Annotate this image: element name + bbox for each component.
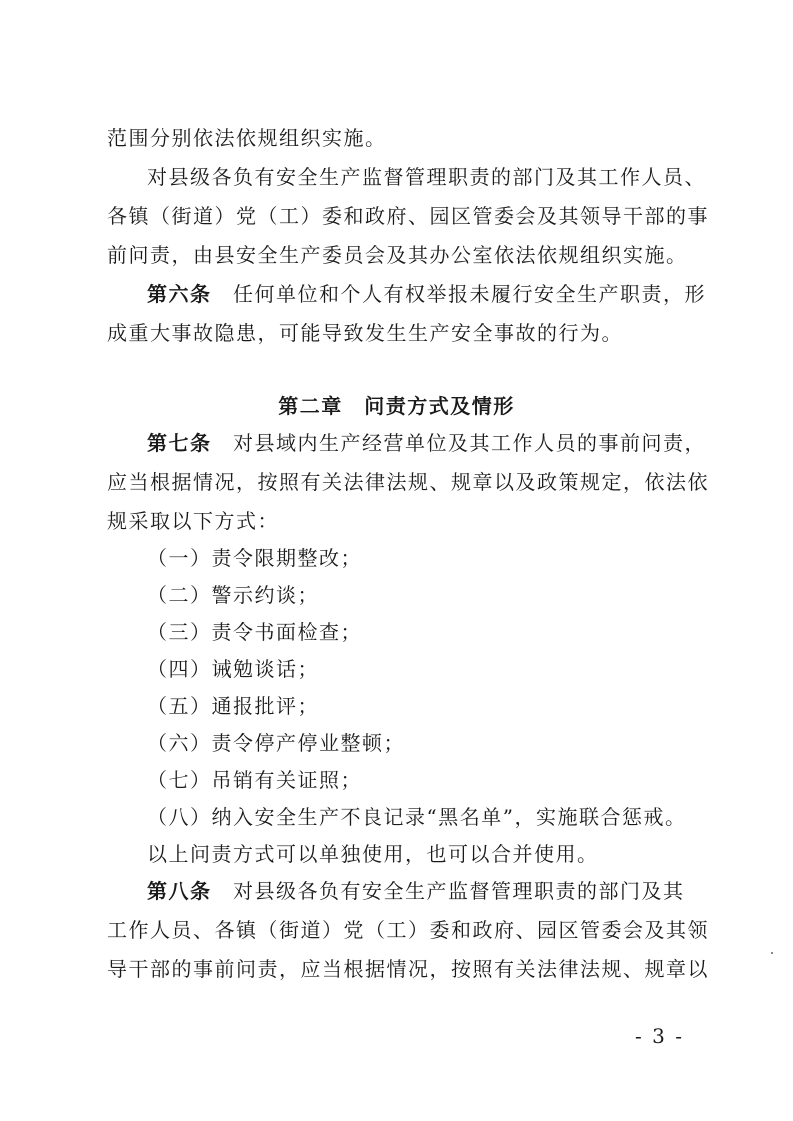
list-item: （二）警示约谈；	[147, 583, 319, 607]
article-number: 第六条	[147, 282, 212, 306]
list-item: （六）责令停产停业整顿；	[147, 731, 405, 755]
article-line	[147, 282, 706, 306]
text-line: 成重大事故隐患，可能导致发生生产安全事故的行为。	[107, 321, 623, 345]
text-line: 以上问责方式可以单独使用，也可以合并使用。	[147, 842, 599, 866]
list-item: （四）诫勉谈话；	[147, 657, 319, 681]
list-item: （三）责令书面检查；	[147, 620, 362, 644]
page-number: - 3 -	[635, 1024, 684, 1048]
list-item: （七）吊销有关证照；	[147, 768, 362, 792]
text-line: 前问责，由县安全生产委员会及其办公室依法依规组织实施。	[107, 243, 688, 267]
text-line: 导干部的事前问责，应当根据情况，按照有关法律法规、规章以	[107, 957, 709, 981]
chapter-heading: 第二章 问责方式及情形	[278, 394, 515, 418]
text-line: 应当根据情况，按照有关法律法规、规章以及政策规定，依法依	[107, 470, 709, 494]
article-text: 任何单位和个人有权举报未履行安全生产职责，形	[211, 282, 706, 306]
text-line: 范围分别依法依规组织实施。	[107, 126, 387, 150]
text-line: 工作人员、各镇（街道）党（工）委和政府、园区管委会及其领	[107, 918, 709, 942]
list-item: （五）通报批评；	[147, 694, 319, 718]
text-line: 各镇（街道）党（工）委和政府、园区管委会及其领导干部的事	[107, 204, 709, 228]
article-line	[147, 431, 706, 455]
text-line: 对县级各负有安全生产监督管理职责的部门及其工作人员、	[147, 165, 706, 189]
list-item: （一）责令限期整改；	[147, 546, 362, 570]
article-text: 对县域内生产经营单位及其工作人员的事前问责，	[211, 431, 706, 455]
scan-mark	[771, 952, 773, 954]
article-number: 第八条	[147, 879, 212, 903]
text-line: 规采取以下方式：	[107, 509, 279, 533]
article-number: 第七条	[147, 431, 212, 455]
list-item: （八）纳入安全生产不良记录“黑名单”，实施联合惩戒。	[147, 805, 687, 829]
article-line	[147, 879, 685, 903]
article-text: 对县级各负有安全生产监督管理职责的部门及其	[211, 879, 685, 903]
